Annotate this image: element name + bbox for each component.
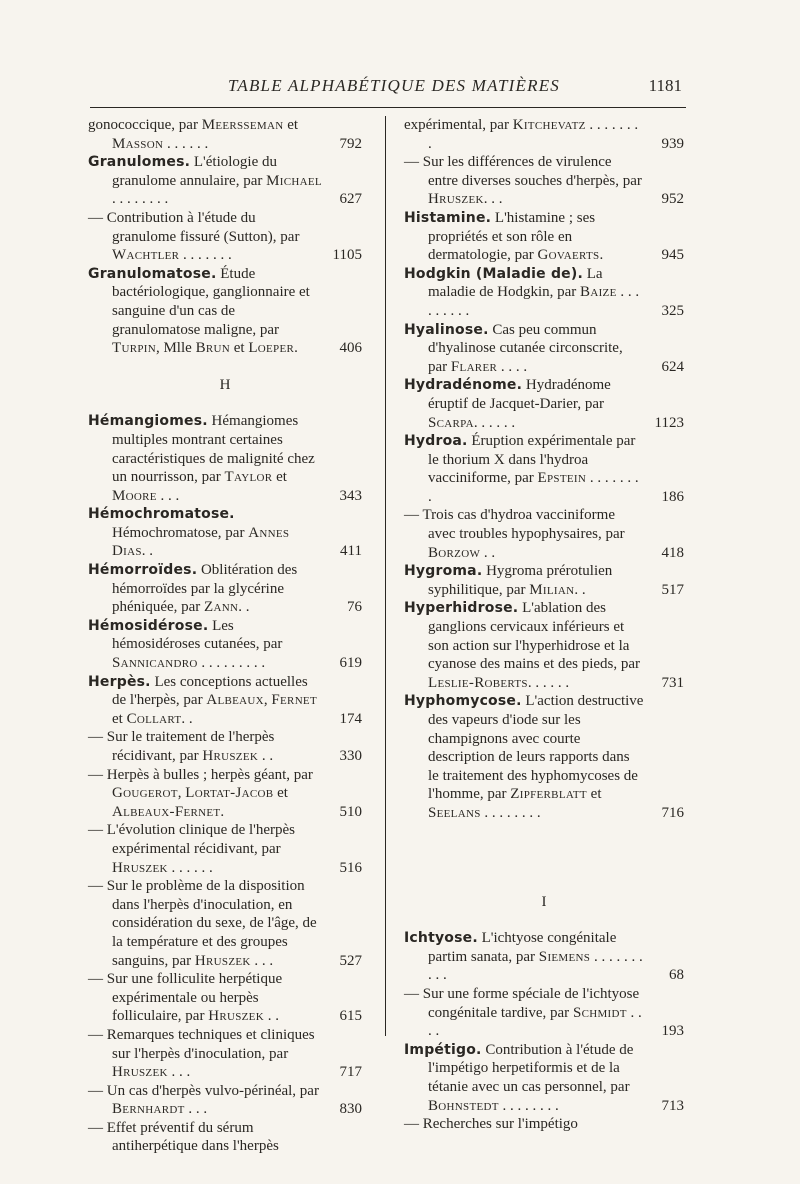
page-ref: 193 <box>661 1023 684 1040</box>
page-ref: 792 <box>339 135 362 152</box>
index-term: Herpès. <box>88 673 151 690</box>
page-ref: 527 <box>339 952 362 969</box>
index-term: Hydradénome. <box>404 377 523 394</box>
index-entry: — Sur le traitement de l'herpès récidivant, par Hruszek . . 330 <box>88 729 362 764</box>
page-ref: 174 <box>339 710 362 727</box>
section-letter-h: H <box>219 376 231 393</box>
index-entry: — Sur les différences de virulence entre diverses souches d'herpès, par Hruszek. . . 952 <box>404 154 684 208</box>
index-entry: Granulomes. L'étiologie du granulome annulaire, par Michael . . . . . . . . 627 <box>88 154 362 208</box>
index-entry: Impétigo. Contribution à l'étude de l'impétigo herpetiformis et de la tétanie avec un cas personnel, par Bohnstedt . . . . . . . . 713 <box>404 1041 684 1114</box>
running-header-title: TABLE ALPHABÉTIQUE DES MATIÈRES <box>228 76 560 95</box>
index-entry: — Herpès à bulles ; herpès géant, par Gougerot, Lortat-Jacob et Albeaux-Fernet. 510 <box>88 766 362 820</box>
index-term: Ichtyose. <box>404 930 478 947</box>
index-entry: — Sur une folliculite herpétique expérimentale ou herpès folliculaire, par Hruszek . . 615 <box>88 971 362 1025</box>
index-term: Hygroma. <box>404 563 483 580</box>
index-entry: — Sur le problème de la disposition dans l'herpès d'inoculation, en considération du sexe, de l'âge, de la température et des groupes sanguins, par Hruszek . . . 527 <box>88 878 362 969</box>
index-term: Hydroa. <box>404 433 468 450</box>
page-ref: 1105 <box>332 247 362 264</box>
index-term: Hyalinose. <box>404 321 489 338</box>
index-term: Hémorroïdes. <box>88 562 198 579</box>
page-ref: 939 <box>661 135 684 152</box>
index-entry: expérimental, par Kitchevatz . . . . . . . . 939 <box>404 117 684 152</box>
page-ref: 186 <box>661 488 684 505</box>
index-term: Hyperhidrose. <box>404 600 519 617</box>
index-entry: Hydroa. Éruption expérimentale par le thorium X dans l'hydroa vacciniforme, par Epstein . . . . . . . . 186 <box>404 433 684 505</box>
index-entry: Hyalinose. Cas peu commun d'hyalinose cutanée circonscrite, par Flarer . . . . 624 <box>404 321 684 375</box>
column-divider <box>385 116 386 1036</box>
index-entry: Hyphomycose. L'action destructive des vapeurs d'iode sur les champignons avec courte description de leurs rapports dans le traitement des hyphomycoses de l'homme, par Zipferblatt et Seelans . . . . . . . . 716 <box>404 693 684 821</box>
page-ref: 411 <box>340 543 362 560</box>
page-ref: 343 <box>339 487 362 504</box>
index-entry: Hémorroïdes. Oblitération des hémorroïdes par la glycérine phéniquée, par Zann. . 76 <box>88 562 362 616</box>
page-ref: 717 <box>339 1064 362 1081</box>
index-entry: gonococcique, par Meersseman et Masson . . . . . . 792 <box>88 117 362 152</box>
index-entry: Hydradénome. Hydradénome éruptif de Jacquet-Darier, par Scarpa. . . . . . 1123 <box>404 377 684 431</box>
left-column <box>88 116 362 1156</box>
page-ref: 627 <box>339 191 362 208</box>
index-entry: — Contribution à l'étude du granulome fissuré (Sutton), par Wachtler . . . . . . . 1105 <box>88 209 362 264</box>
page-ref: 418 <box>661 544 684 561</box>
page-ref: 716 <box>661 804 684 821</box>
page-ref: 619 <box>339 655 362 672</box>
index-entry: Hémosidérose. Les hémosidéroses cutanées, par Sannicandro . . . . . . . . . 619 <box>88 617 362 672</box>
index-entry: Hygroma. Hygroma prérotulien syphilitique, par Milian. . 517 <box>404 563 684 598</box>
index-entry: Herpès. Les conceptions actuelles de l'herpès, par Albeaux, Fernet et Collart. . 174 <box>88 673 362 727</box>
index-term: Impétigo. <box>404 1041 482 1058</box>
page-ref: 830 <box>339 1101 362 1118</box>
section-letter-i: I <box>541 893 547 910</box>
page-ref: 731 <box>661 674 684 691</box>
index-entry: Ichtyose. L'ichtyose congénitale partim sanata, par Siemens . . . . . . . . . . 68 <box>404 930 684 984</box>
page-ref: 945 <box>661 247 684 264</box>
index-term: Histamine. <box>404 209 492 226</box>
index-entry: — L'évolution clinique de l'herpès expérimental récidivant, par Hruszek . . . . . . 516 <box>88 822 362 876</box>
index-entry: — Un cas d'herpès vulvo-périnéal, par Bernhardt . . . 830 <box>88 1082 362 1118</box>
index-term: Hémangiomes. <box>88 413 208 430</box>
page-ref: 952 <box>661 191 684 208</box>
page-ref: 330 <box>339 748 362 764</box>
page-ref: 615 <box>339 1008 362 1025</box>
index-entry: Hémangiomes. Hémangiomes multiples montrant certaines caractéristiques de malignité chez un nourrisson, par Taylor et Moore . . . 343 <box>88 413 362 504</box>
page-ref: 76 <box>347 599 362 616</box>
page-number: 1181 <box>648 76 682 95</box>
page-ref: 510 <box>339 803 362 820</box>
index-entry: Hyperhidrose. L'ablation des ganglions cervicaux inférieurs et son action sur l'hyperhidrose et la cyanose des mains et des pieds, par Leslie-Roberts. . . . . . 731 <box>404 600 684 691</box>
index-entry: Granulomatose. Étude bactériologique, ganglionnaire et sanguine d'un cas de granulomatose maligne, par Turpin, Mlle Brun et Loeper. 406 <box>88 265 362 357</box>
right-column <box>404 116 684 1134</box>
page-ref: 325 <box>661 302 684 319</box>
index-term: Hémochromatose. <box>88 506 235 523</box>
page-ref: 517 <box>661 581 684 598</box>
index-entry: — Recherches sur l'impétigo <box>404 1116 578 1133</box>
index-term: Hodgkin (Maladie de). <box>404 265 583 282</box>
page-ref: 624 <box>661 358 684 375</box>
page-ref: 68 <box>669 967 684 984</box>
page-ref: 1123 <box>654 414 684 431</box>
page-ref: 406 <box>339 340 362 357</box>
page-ref: 516 <box>339 859 362 876</box>
index-term: Hémosidérose. <box>88 617 209 634</box>
index-entry: — Trois cas d'hydroa vacciniforme avec troubles hypophysaires, par Borzow . . 418 <box>404 507 684 561</box>
header-rule <box>90 107 686 108</box>
index-entry: Hémochromatose. Hémochromatose, par Annes Dias. . 411 <box>88 506 362 560</box>
index-term: Hyphomycose. <box>404 693 522 710</box>
index-entry: — Remarques techniques et cliniques sur l'herpès d'inoculation, par Hruszek . . . 717 <box>88 1026 362 1081</box>
section-gap <box>404 823 684 875</box>
index-entry: — Sur une forme spéciale de l'ichtyose congénitale tardive, par Schmidt . . . . 193 <box>404 985 684 1040</box>
index-term: Granulomes. <box>88 154 191 171</box>
index-entry: Histamine. L'histamine ; ses propriétés et son rôle en dermatologie, par Govaerts. 945 <box>404 209 684 264</box>
index-entry: — Effet préventif du sérum antiherpétique dans l'herpès <box>88 1119 279 1155</box>
index-entry: Hodgkin (Maladie de). La maladie de Hodgkin, par Baize . . . . . . . . . 325 <box>404 265 684 319</box>
index-term: Granulomatose. <box>88 265 217 282</box>
page-ref: 713 <box>661 1097 684 1114</box>
